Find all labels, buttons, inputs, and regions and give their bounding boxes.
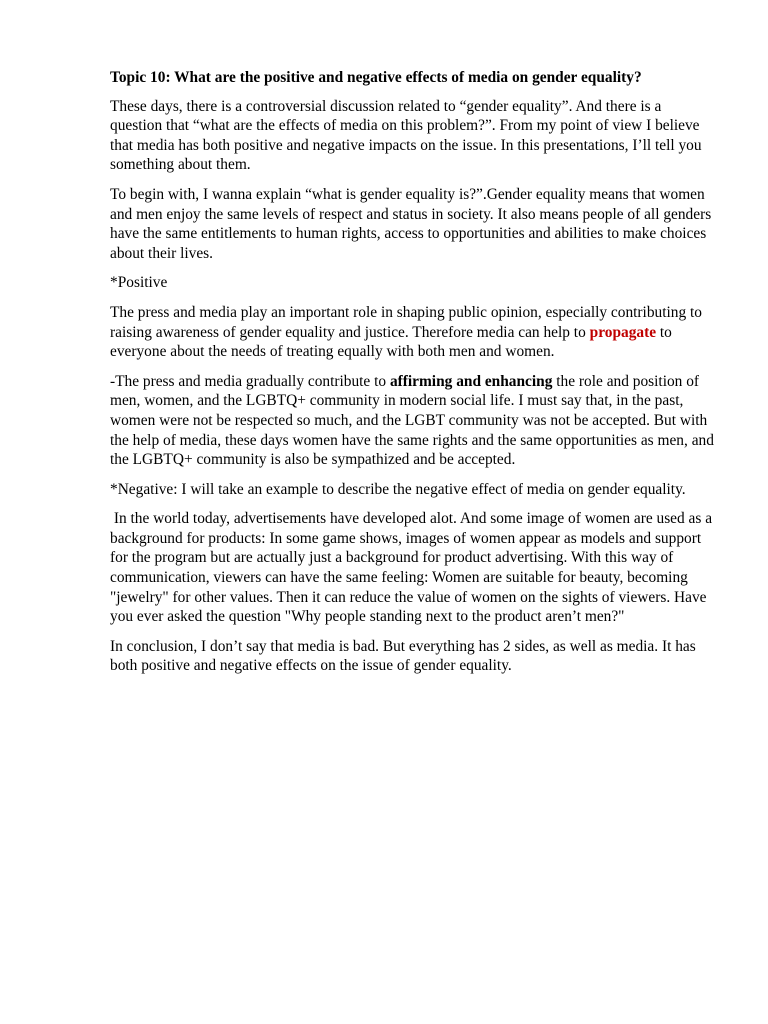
positive-p1-text-before: The press and media play an important role in shaping public opinion, especially contributing to raising awareness of gender equality and justice. Therefore media can help to xyxy=(110,303,702,341)
negative-intro-paragraph: *Negative: I will take an example to describe the negative effect of media on gender equality. xyxy=(110,480,686,498)
positive-p2-text-after: the role and position of men, women, and the LGBTQ+ community in modern social life. I must say that, in the past, women were not be respected so much, and the LGBT community was not be accepted. But with the help of media, these days women have the same rights and the same opportunities as men, and the LGBTQ+ community is also be sympathized and be accepted. xyxy=(110,372,714,469)
document-body xyxy=(110,68,714,686)
positive-paragraph-1 xyxy=(110,303,714,362)
conclusion-paragraph: In conclusion, I don’t say that media is bad. But everything has 2 sides, as well as media. It has both positive and negative effects on the issue of gender equality. xyxy=(110,637,696,675)
positive-p2-text-before: -The press and media gradually contribute to xyxy=(110,372,390,390)
definition-paragraph: To begin with, I wanna explain “what is gender equality is?”.Gender equality means that women and men enjoy the same levels of respect and status in society. It also means people of all genders have the same entitlements to human rights, access to opportunities and abilities to make choices about their lives. xyxy=(110,185,712,262)
document-title: Topic 10: What are the positive and negative effects of media on gender equality? xyxy=(110,69,642,86)
positive-p1-text-after: to everyone about the needs of treating equally with both men and women. xyxy=(110,323,672,361)
bold-phrase: affirming and enhancing xyxy=(389,372,553,390)
highlighted-word: propagate xyxy=(589,323,657,341)
negative-example-paragraph: In the world today, advertisements have developed alot. And some image of women are used as a background for products: In some game shows, images of women appear as models and support for the program but are actually just a background for product advertising. With this way of communication, viewers can have the same feeling: Women are suitable for beauty, becoming "jewelry" for other values. Then it can reduce the value of women on the sights of viewers. Have you ever asked the question "Why people standing next to the product aren’t men?" xyxy=(110,510,716,626)
intro-paragraph: These days, there is a controversial discussion related to “gender equality”. And there is a question that “what are the effects of media on this problem?”. From my point of view I believe that media has both positive and negative impacts on the issue. In this presentations, I’ll tell you something about them. xyxy=(110,97,702,174)
positive-heading: *Positive xyxy=(110,274,168,292)
positive-paragraph-2 xyxy=(110,372,714,470)
